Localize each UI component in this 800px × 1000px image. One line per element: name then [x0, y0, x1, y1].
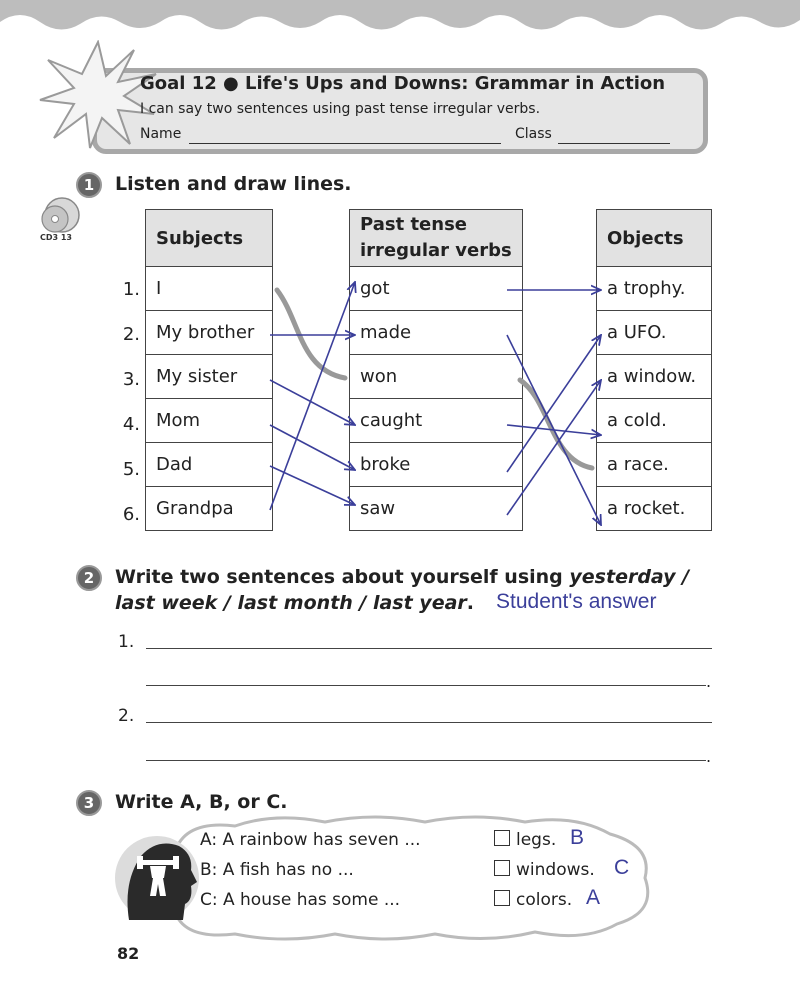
verb-row — [350, 267, 523, 311]
choice-option — [494, 830, 556, 850]
handwritten-answer: B — [570, 826, 585, 849]
verb-cell[interactable]: saw — [350, 487, 523, 531]
choice-option-label: legs. — [516, 830, 557, 850]
subject-cell[interactable]: Mom — [146, 399, 273, 443]
choice-prompt: C: A house has some ... — [200, 890, 401, 910]
example-curve-objects — [520, 380, 592, 468]
verbs-header-line-1: Past tense — [360, 214, 467, 235]
choice-prompt: A: A rainbow has seven ... — [200, 830, 421, 850]
object-row — [597, 443, 712, 487]
subject-row — [146, 311, 273, 355]
subjects-table — [145, 209, 273, 531]
handwritten-answer: A — [586, 886, 601, 909]
page-number: 82 — [117, 944, 140, 963]
objects-header: Objects — [597, 210, 712, 267]
subjects-header: Subjects — [146, 210, 273, 267]
choice-option — [494, 860, 595, 880]
subject-cell[interactable]: I — [146, 267, 273, 311]
verb-row — [350, 399, 523, 443]
answer-checkbox[interactable] — [494, 830, 510, 846]
goal-title: Goal 12 ● Life's Ups and Downs: Grammar in Action — [140, 73, 666, 94]
object-cell[interactable]: a rocket. — [597, 487, 712, 531]
section-2-title-italic-1: yesterday / — [569, 566, 690, 588]
line-number-1: 1. — [118, 632, 135, 652]
row-number: 2. — [122, 324, 140, 345]
goal-objective: I can say two sentences using past tense irregular verbs. — [140, 101, 541, 117]
subject-verb-line — [270, 466, 355, 505]
class-input-line[interactable] — [558, 143, 670, 144]
choice-option-label: windows. — [516, 860, 595, 880]
answer-checkbox[interactable] — [494, 890, 510, 906]
section-2-title-end: . — [466, 592, 474, 614]
class-label: Class — [515, 126, 552, 142]
object-row — [597, 487, 712, 531]
object-cell[interactable]: a trophy. — [597, 267, 712, 311]
choice-prompt: B: A fish has no ... — [200, 860, 354, 880]
object-cell[interactable]: a cold. — [597, 399, 712, 443]
section-2-answer: Student's answer — [496, 590, 657, 613]
section-2-title-italic-2: last week / last month / last year — [115, 592, 467, 614]
name-class-row — [140, 126, 181, 142]
subject-cell[interactable]: My brother — [146, 311, 273, 355]
row-number: 1. — [122, 279, 140, 300]
object-row — [597, 311, 712, 355]
subject-row — [146, 267, 273, 311]
subject-verb-line — [270, 380, 355, 425]
handwritten-answer: C — [614, 856, 630, 879]
verbs-header-line-2: irregular verbs — [360, 240, 512, 261]
object-cell[interactable]: a race. — [597, 443, 712, 487]
subject-verb-line — [270, 425, 355, 470]
verb-cell[interactable]: made — [350, 311, 523, 355]
verb-cell[interactable]: caught — [350, 399, 523, 443]
section-2-title-line-1 — [115, 566, 689, 588]
subject-cell[interactable]: Dad — [146, 443, 273, 487]
row-number: 3. — [122, 369, 140, 390]
subject-row — [146, 443, 273, 487]
row-number: 5. — [122, 459, 140, 480]
verbs-header — [350, 210, 523, 267]
subject-verb-line — [270, 282, 355, 510]
section-2-title-start: Write two sentences about yourself using — [115, 566, 570, 588]
subject-row — [146, 487, 273, 531]
writing-line-1a[interactable] — [146, 648, 712, 649]
period-1: . — [706, 672, 712, 691]
row-number: 4. — [122, 414, 140, 435]
object-cell[interactable]: a window. — [597, 355, 712, 399]
subject-row — [146, 399, 273, 443]
object-row — [597, 399, 712, 443]
section-1-badge: 1 — [76, 172, 102, 198]
name-label: Name — [140, 126, 182, 142]
verb-row — [350, 311, 523, 355]
choice-option-label: colors. — [516, 890, 573, 910]
verb-cell[interactable]: won — [350, 355, 523, 399]
subject-cell[interactable]: My sister — [146, 355, 273, 399]
object-cell[interactable]: a UFO. — [597, 311, 712, 355]
writing-line-2a[interactable] — [146, 722, 712, 723]
verb-row — [350, 443, 523, 487]
row-number: 6. — [122, 504, 140, 525]
verb-cell[interactable]: got — [350, 267, 523, 311]
section-3-title: Write A, B, or C. — [115, 791, 288, 813]
verb-row — [350, 487, 523, 531]
choice-option — [494, 890, 572, 910]
cd-track-label: CD3 13 — [40, 233, 72, 242]
subject-cell[interactable]: Grandpa — [146, 487, 273, 531]
example-curve-subjects — [277, 290, 345, 378]
verb-cell[interactable]: broke — [350, 443, 523, 487]
section-2-title-line-2 — [115, 592, 474, 614]
objects-table — [596, 209, 712, 531]
writing-line-1b[interactable] — [146, 685, 706, 686]
period-2: . — [706, 747, 712, 766]
name-input-line[interactable] — [189, 143, 501, 144]
verbs-table — [349, 209, 523, 531]
verb-row — [350, 355, 523, 399]
object-row — [597, 355, 712, 399]
subject-row — [146, 355, 273, 399]
section-1-title: Listen and draw lines. — [115, 173, 352, 195]
section-2-badge: 2 — [76, 565, 102, 591]
object-row — [597, 267, 712, 311]
writing-line-2b[interactable] — [146, 760, 706, 761]
section-3-badge: 3 — [76, 790, 102, 816]
line-number-2: 2. — [118, 706, 135, 726]
answer-checkbox[interactable] — [494, 860, 510, 876]
